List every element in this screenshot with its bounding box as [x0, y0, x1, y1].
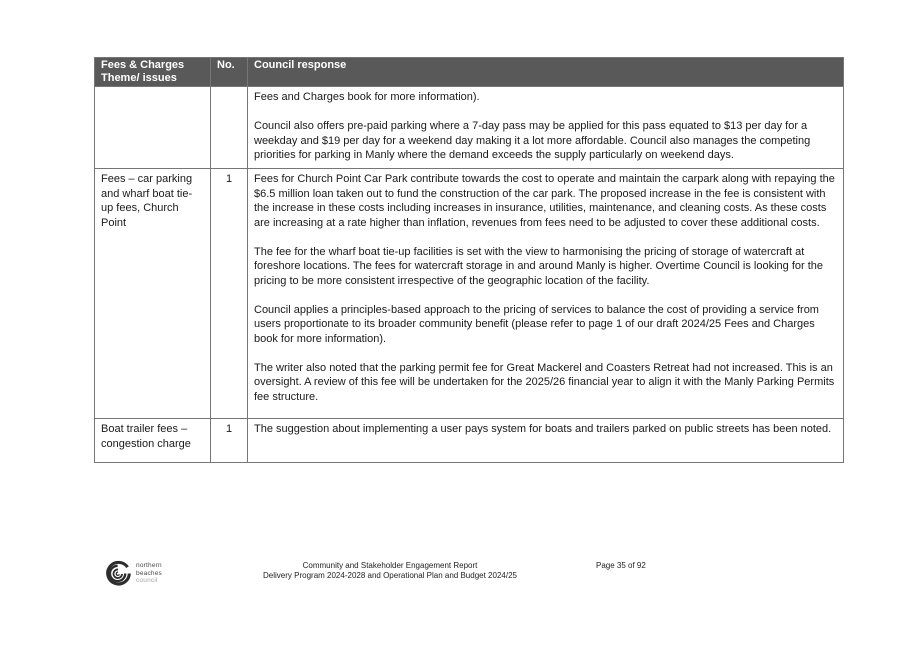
theme-cell: Fees – car parking and wharf boat tie-up fees, Church Point [95, 169, 211, 419]
table-row [95, 419, 844, 463]
table-row [95, 169, 844, 419]
no-cell: 1 [211, 169, 248, 419]
council-swirl-icon [105, 560, 132, 587]
footer-title-line: Delivery Program 2024-2028 and Operational Plan and Budget 2024/25 [263, 571, 517, 580]
response-paragraph: The writer also noted that the parking permit fee for Great Mackerel and Coasters Retreat had not increased. This is an oversight. A review of this fee will be undertaken for the 2025/26 financial year to align it with the Manly Parking Permits fee structure. [254, 361, 835, 403]
response-cell [248, 169, 844, 419]
column-header-no: No. [211, 58, 248, 87]
response-paragraph: Fees for Church Point Car Park contribute towards the cost to operate and maintain the carpark along with repaying the $6.5 million loan taken out to fund the construction of the car park. The proposed increase in the fee is consistent with the increase in these costs including increases in insurance, utilities, maintenance, and cleaning costs. As these costs are increasing at a rate higher than inflation, revenues from fees need to be adjusted to cover these additional costs. [254, 173, 835, 229]
logo-line: beaches [136, 569, 162, 577]
theme-cell: Boat trailer fees – congestion charge [95, 419, 211, 463]
no-cell [211, 87, 248, 169]
response-paragraph: Council applies a principles-based approach to the pricing of services to balance the cost of providing a service from users proportionate to its broader community benefit (please refer to page 1 of our draft 2024/25 Fees and Charges book for more information). [254, 303, 819, 345]
response-paragraph: Council also offers pre-paid parking where a 7-day pass may be applied for this pass equated to $13 per day for a weekday and $19 per day for a weekend day making it a lot more affordable. Council also manages the competing priorities for parking in Manly where the demand exceeds the supply particularly on weekend days. [254, 120, 811, 161]
column-header-council-response: Council response [248, 58, 844, 87]
column-header-theme: Fees & Charges Theme/ issues [95, 58, 211, 87]
footer-document-title [150, 561, 630, 581]
table-row [95, 87, 844, 169]
fees-charges-response-table [94, 57, 844, 463]
response-cell [248, 419, 844, 463]
page-number: Page 35 of 92 [596, 561, 646, 570]
no-cell: 1 [211, 419, 248, 463]
response-paragraph: The suggestion about implementing a user pays system for boats and trailers parked on public streets has been noted. [254, 423, 832, 435]
footer-title-line: Community and Stakeholder Engagement Report [302, 561, 478, 570]
theme-cell [95, 87, 211, 169]
logo-line: council [136, 577, 158, 585]
response-paragraph: The fee for the wharf boat tie-up facilities is set with the view to harmonising the pricing of storage of watercraft at foreshore locations. The fees for watercraft storage in and around Manly is higher. Overtime Council is looking for the pricing to be more consistent irrespective of the geographic location of the facility. [254, 245, 824, 287]
response-paragraph: Fees and Charges book for more information). [254, 91, 480, 103]
table-header-row [95, 58, 844, 87]
logo-line: northern [136, 562, 162, 570]
response-cell [248, 87, 844, 169]
